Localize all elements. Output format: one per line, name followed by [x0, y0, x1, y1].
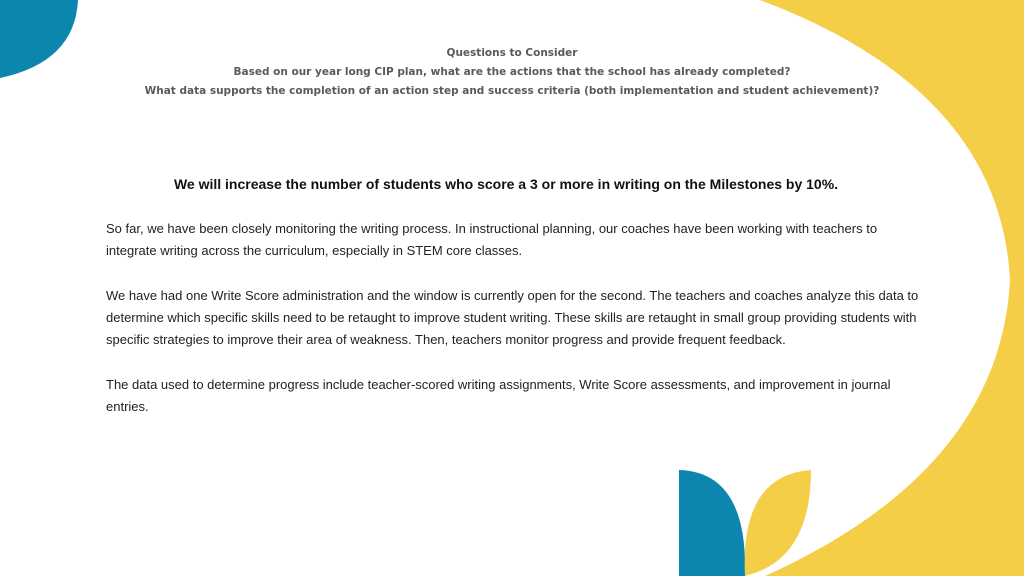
- question-two: What data supports the completion of an action step and success criteria (both implementation and student achievement)?: [144, 85, 880, 97]
- paragraph-monitoring: So far, we have been closely monitoring the writing process. In instructional planning, our coaches have been working with teachers to integrate writing across the curriculum, especially in STEM core classes.: [106, 221, 878, 259]
- paragraph-write-score: We have had one Write Score administration and the window is currently open for the second. The teachers and coaches analyze this data to determine which specific skills need to be retaught to improve student writing. These skills are retaught in small group providing students with specific strategies to improve their area of weakness. Then, teachers monitor progress and provide frequent feedback.: [106, 287, 919, 348]
- question-one: Based on our year long CIP plan, what are the actions that the school has already completed?: [233, 66, 791, 78]
- body-text: [106, 218, 921, 441]
- paragraph-data-used: The data used to determine progress include teacher-scored writing assignments, Write Score assessments, and improvement in journal entries.: [106, 377, 891, 415]
- goal-statement: We will increase the number of students who score a 3 or more in writing on the Milestones by 10%.: [173, 176, 839, 192]
- questions-title: Questions to Consider: [446, 47, 578, 59]
- teal-leaf-shape: [679, 470, 745, 576]
- questions-header: [0, 44, 1024, 101]
